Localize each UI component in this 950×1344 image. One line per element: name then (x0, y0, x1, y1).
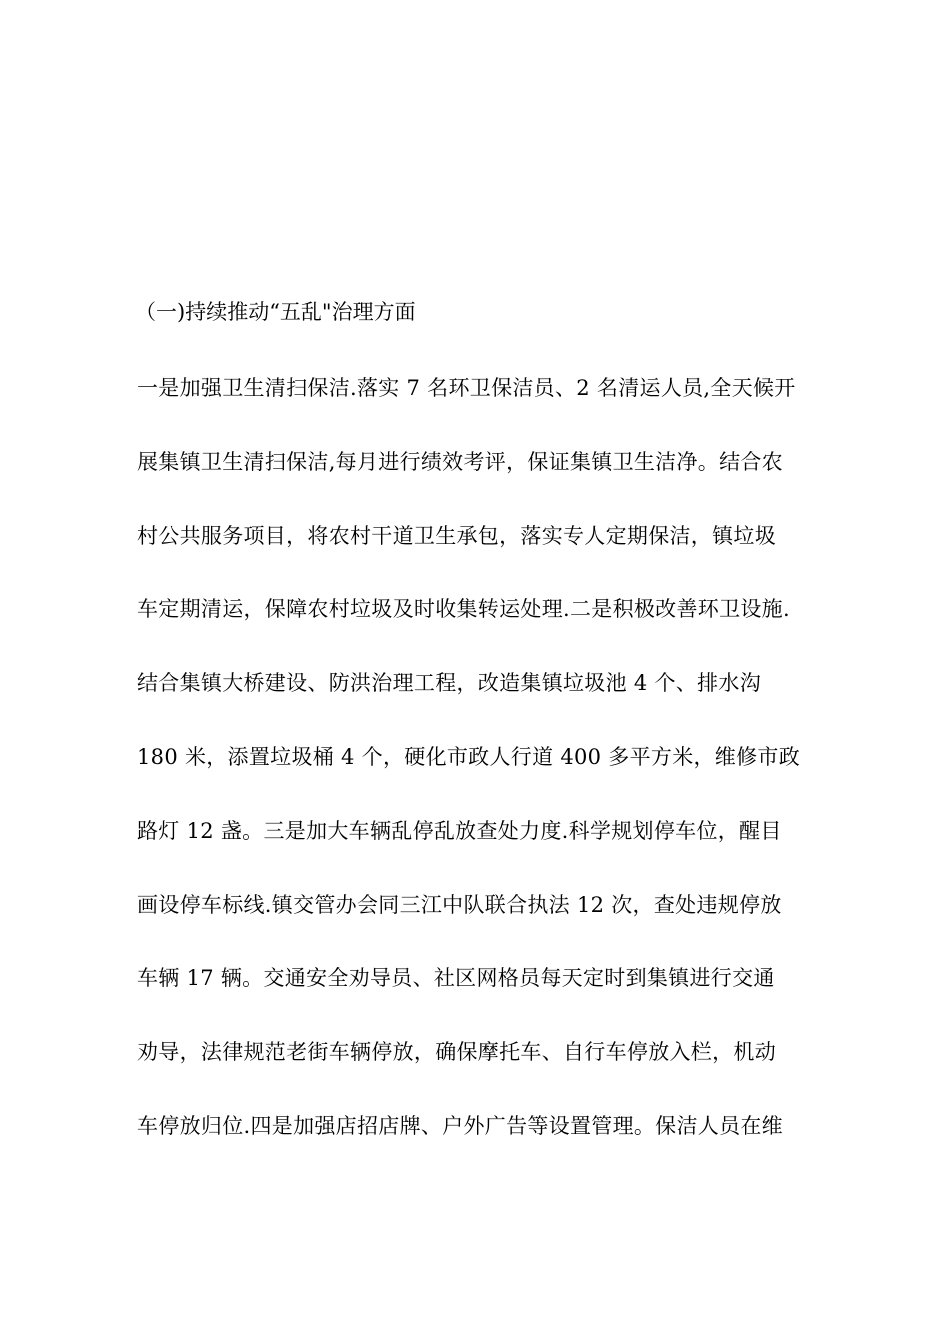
body-paragraph (137, 368, 827, 1180)
body-line-3: 村公共服务项目，将农村干道卫生承包，落实专人定期保洁，镇垃圾 (137, 523, 776, 548)
section-heading: （一)持续推动“五乱"治理方面 (135, 300, 416, 324)
body-line-1: 一是加强卫生清扫保洁.落实 7 名环卫保洁员、2 名清运人员,全天候开 (137, 376, 796, 400)
body-line-8: 画设停车标线.镇交管办会同三江中队联合执法 12 次，查处违规停放 (137, 892, 782, 917)
body-line-4: 车定期清运，保障农村垃圾及时收集转运处理.二是积极改善环卫设施. (137, 597, 790, 622)
body-line-11: 车停放归位.四是加强店招店牌、户外广告等设置管理。保洁人员在维 (137, 1113, 783, 1138)
body-line-5: 结合集镇大桥建设、防洪治理工程，改造集镇垃圾池 4 个、排水沟 (137, 671, 762, 696)
body-line-7: 路灯 12 盏。三是加大车辆乱停乱放查处力度.科学规划停车位，醒目 (137, 818, 782, 843)
body-line-6: 180 米，添置垃圾桶 4 个，硬化市政人行道 400 多平方米，维修市政 (137, 744, 800, 769)
body-line-2: 展集镇卫生清扫保洁,每月进行绩效考评，保证集镇卫生洁净。结合农 (137, 449, 783, 474)
body-line-9: 车辆 17 辆。交通安全劝导员、社区网格员每天定时到集镇进行交通 (137, 966, 775, 991)
body-line-10: 劝导，法律规范老街车辆停放，确保摩托车、自行车停放入栏，机动 (137, 1040, 776, 1065)
